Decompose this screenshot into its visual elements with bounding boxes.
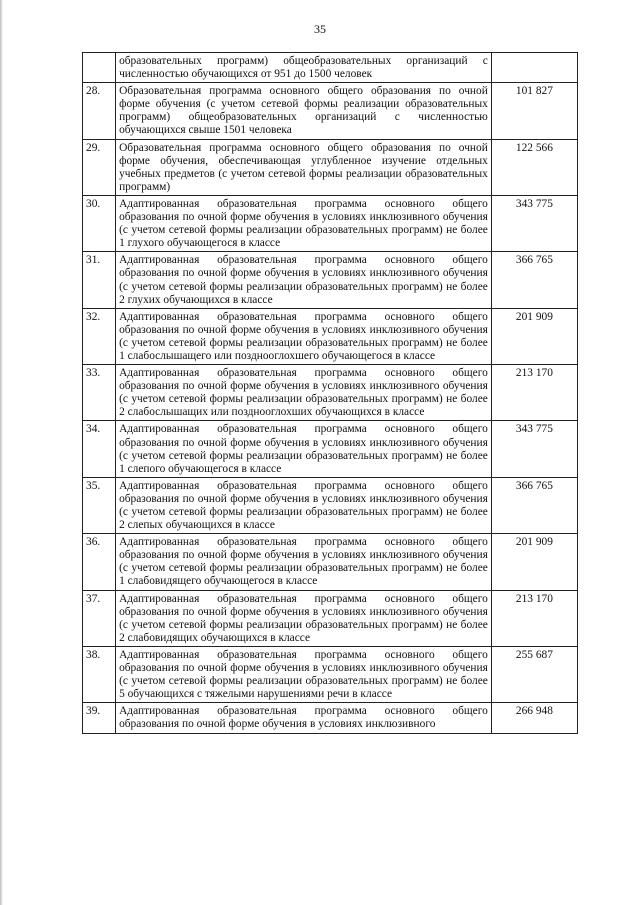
row-number: 35.: [83, 477, 116, 533]
table-row: [83, 308, 578, 364]
table-row: [83, 703, 578, 733]
row-description: Адаптированная образовательная программа основного общего образования по очной форме обучения в условиях инклюзивного обучения (с учетом сетевой формы реализации образовательных программ) не более 5 обучающихся с тяжелыми нарушениями речи в классе: [116, 646, 492, 702]
row-description: Адаптированная образовательная программа основного общего образования по очной форме обучения в условиях инклюзивного обучения (с учетом сетевой формы реализации образовательных программ) не более 1 глухого обучающегося в классе: [116, 195, 492, 251]
table-row: [83, 646, 578, 702]
row-description: Адаптированная образовательная программа основного общего образования по очной форме обучения в условиях инклюзивного обучения (с учетом сетевой формы реализации образовательных программ) не более 1 слабовидящего обучающегося в классе: [116, 534, 492, 590]
row-description: Образовательная программа основного общего образования по очной форме обучения, обеспечивающая углубленное изучение отдельных учебных предметов (с учетом сетевой формы реализации образовательных программ): [116, 139, 492, 195]
row-number: 36.: [83, 534, 116, 590]
page-number: 35: [314, 22, 326, 36]
row-value: 343 775: [491, 421, 577, 477]
table-row: [83, 252, 578, 308]
row-description: Адаптированная образовательная программа основного общего образования по очной форме обучения в условиях инклюзивного обучения (с учетом сетевой формы реализации образовательных программ) не более 2 слабослышащих или позднооглохших обучающихся в классе: [116, 365, 492, 421]
scan-edge: [0, 0, 3, 905]
table-row: [83, 477, 578, 533]
row-description: Адаптированная образовательная программа основного общего образования по очной форме обучения в условиях инклюзивного обучения (с учетом сетевой формы реализации образовательных программ) не более 2 слабовидящих обучающихся в классе: [116, 590, 492, 646]
table-row: [83, 53, 578, 83]
tariff-table: [82, 52, 578, 734]
row-description: Адаптированная образовательная программа основного общего образования по очной форме обучения в условиях инклюзивного обучения (с учетом сетевой формы реализации образовательных программ) не более 2 слепых обучающихся в классе: [116, 477, 492, 533]
row-description: Образовательная программа основного общего образования по очной форме обучения (с учетом сетевой формы реализации образовательных программ) общеобразовательных организаций с численностью обучающихся свыше 1501 человека: [116, 83, 492, 139]
row-number: 31.: [83, 252, 116, 308]
row-value: [491, 53, 577, 83]
row-number: 34.: [83, 421, 116, 477]
row-value: 255 687: [491, 646, 577, 702]
table-row: [83, 195, 578, 251]
row-value: 122 566: [491, 139, 577, 195]
row-number: 37.: [83, 590, 116, 646]
row-description: Адаптированная образовательная программа основного общего образования по очной форме обучения в условиях инклюзивного: [116, 703, 492, 733]
row-number: 39.: [83, 703, 116, 733]
row-description: Адаптированная образовательная программа основного общего образования по очной форме обучения в условиях инклюзивного обучения (с учетом сетевой формы реализации образовательных программ) не более 1 слабослышащего или позднооглохшего обучающегося в классе: [116, 308, 492, 364]
table-row: [83, 365, 578, 421]
row-number: 38.: [83, 646, 116, 702]
row-description: образовательных программ) общеобразовательных организаций с численностью обучающихся от 951 до 1500 человек: [116, 53, 492, 83]
row-value: 366 765: [491, 477, 577, 533]
row-number: [83, 53, 116, 83]
row-value: 213 170: [491, 590, 577, 646]
row-description: Адаптированная образовательная программа основного общего образования по очной форме обучения в условиях инклюзивного обучения (с учетом сетевой формы реализации образовательных программ) не более 2 глухих обучающихся в классе: [116, 252, 492, 308]
row-value: 266 948: [491, 703, 577, 733]
row-value: 343 775: [491, 195, 577, 251]
row-number: 28.: [83, 83, 116, 139]
row-value: 201 909: [491, 534, 577, 590]
row-number: 32.: [83, 308, 116, 364]
row-number: 33.: [83, 365, 116, 421]
row-value: 201 909: [491, 308, 577, 364]
table-row: [83, 590, 578, 646]
row-value: 366 765: [491, 252, 577, 308]
table-row: [83, 139, 578, 195]
row-value: 213 170: [491, 365, 577, 421]
row-number: 30.: [83, 195, 116, 251]
table-row: [83, 83, 578, 139]
table-row: [83, 421, 578, 477]
row-value: 101 827: [491, 83, 577, 139]
row-number: 29.: [83, 139, 116, 195]
table-row: [83, 534, 578, 590]
row-description: Адаптированная образовательная программа основного общего образования по очной форме обучения в условиях инклюзивного обучения (с учетом сетевой формы реализации образовательных программ) не более 1 слепого обучающегося в классе: [116, 421, 492, 477]
